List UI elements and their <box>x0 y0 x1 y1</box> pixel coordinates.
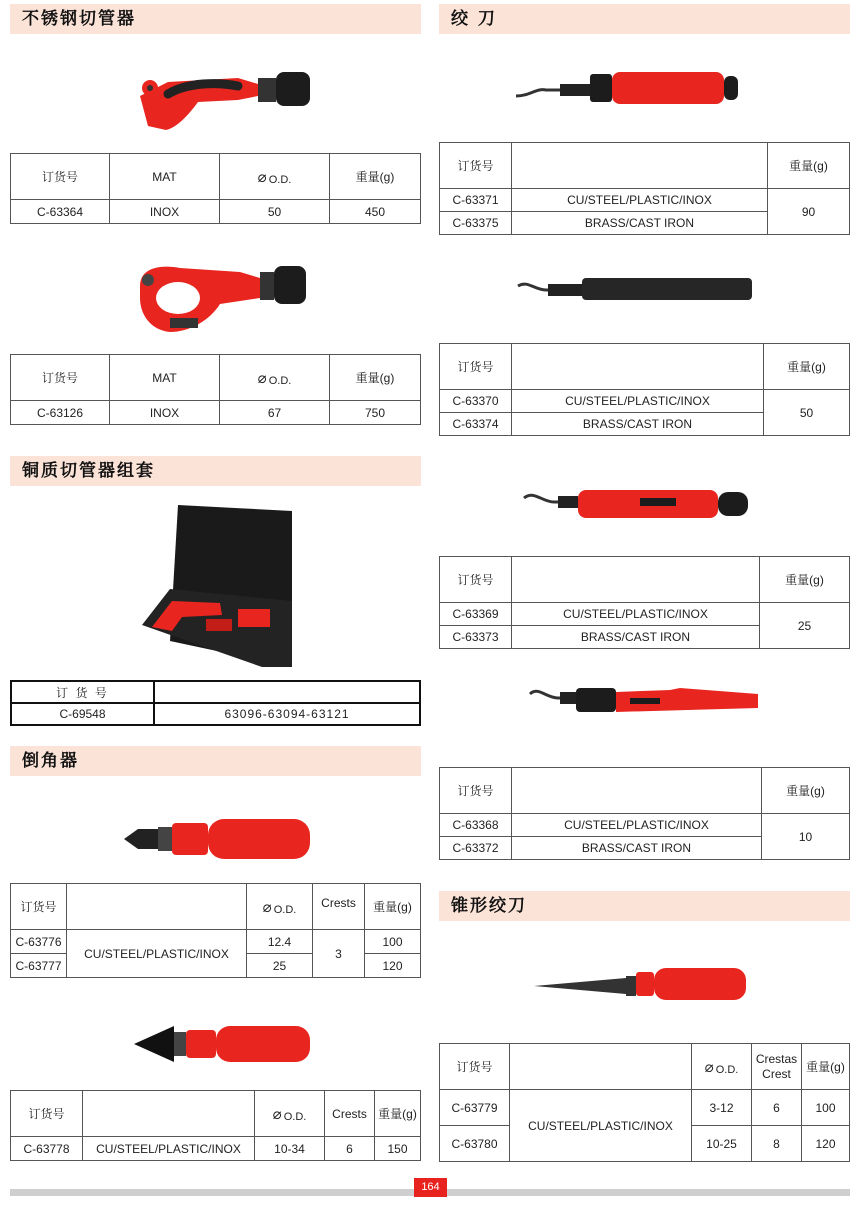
od-value: 10-25 <box>692 1126 752 1162</box>
empty-header <box>512 768 762 814</box>
tube-cutter-image <box>128 66 318 136</box>
crests-header: Crests <box>325 1091 375 1137</box>
order-header: 订货号 <box>11 884 67 930</box>
material: INOX <box>110 200 220 224</box>
tube-cutter-image <box>130 258 310 338</box>
weight-value: 120 <box>365 954 421 978</box>
reamer-table-4 <box>439 767 850 860</box>
od-header: ⌀ O.D. <box>220 355 330 401</box>
material: CU/STEEL/PLASTIC/INOX <box>512 189 768 212</box>
crests-value: 3 <box>313 930 365 978</box>
set-table <box>10 680 421 726</box>
material: CU/STEEL/PLASTIC/INOX <box>512 603 760 626</box>
od-header: ⌀ O.D. <box>247 884 313 930</box>
od-header: ⌀ O.D. <box>220 154 330 200</box>
order-code: C-63776 <box>11 930 67 954</box>
order-code: C-63780 <box>440 1126 510 1162</box>
od-icon: ⌀ <box>257 168 267 186</box>
order-code: C-63370 <box>440 390 512 413</box>
od-icon: ⌀ <box>257 369 267 387</box>
reamer-table-3 <box>439 556 850 649</box>
page-number: 164 <box>414 1178 447 1197</box>
material: CU/STEEL/PLASTIC/INOX <box>510 1090 692 1162</box>
order-code: C-63368 <box>440 814 512 837</box>
empty-header <box>512 143 768 189</box>
material: CU/STEEL/PLASTIC/INOX <box>512 814 762 837</box>
empty-header <box>512 344 764 390</box>
order-code: C-63364 <box>11 200 110 224</box>
order-header: 订货号 <box>11 1091 83 1137</box>
empty-header <box>512 557 760 603</box>
weight-header: 重量(g) <box>762 768 850 814</box>
crest-label: Crest <box>762 1066 791 1081</box>
od-value: 50 <box>220 200 330 224</box>
crests-value: 6 <box>752 1090 802 1126</box>
crestas-label: Crestas <box>755 1051 798 1066</box>
crests-value: 8 <box>752 1126 802 1162</box>
weight-value: 25 <box>760 603 850 649</box>
weight-header: 重量(g) <box>330 355 421 401</box>
deburrer-image <box>124 815 314 865</box>
od-value: 12.4 <box>247 930 313 954</box>
cutter-table-1 <box>10 153 421 224</box>
order-code: C-63374 <box>440 413 512 436</box>
crests-header: Crests <box>313 884 365 930</box>
weight-value: 120 <box>802 1126 850 1162</box>
empty-header <box>510 1044 692 1090</box>
mat-header: MAT <box>110 154 220 200</box>
od-icon: ⌀ <box>262 898 272 916</box>
cutter-set-case-image <box>142 505 294 667</box>
od-icon: ⌀ <box>272 1105 282 1123</box>
order-header: 订货号 <box>440 768 512 814</box>
material: BRASS/CAST IRON <box>512 212 768 235</box>
od-value: 10-34 <box>255 1137 325 1161</box>
reamer-table-1 <box>439 142 850 235</box>
weight-header: 重量(g) <box>760 557 850 603</box>
reamer-table-2 <box>439 343 850 436</box>
weight-header: 重量(g) <box>330 154 421 200</box>
set-contents: 63096-63094-63121 <box>154 703 420 725</box>
section-title-cone: 锥形绞刀 <box>439 891 850 921</box>
weight-header: 重量(g) <box>768 143 850 189</box>
weight-value: 50 <box>764 390 850 436</box>
order-code: C-63371 <box>440 189 512 212</box>
section-title-set: 铜质切管器组套 <box>10 456 421 486</box>
od-value: 67 <box>220 401 330 425</box>
order-code: C-63369 <box>440 603 512 626</box>
order-code: C-63126 <box>11 401 110 425</box>
empty-header <box>83 1091 255 1137</box>
mat-header: MAT <box>110 355 220 401</box>
order-header: 订货号 <box>440 344 512 390</box>
material: CU/STEEL/PLASTIC/INOX <box>67 930 247 978</box>
weight-value: 150 <box>375 1137 421 1161</box>
cone-table <box>439 1043 850 1162</box>
order-header: 订货号 <box>440 1044 510 1090</box>
cutter-table-2 <box>10 354 421 425</box>
weight-value: 450 <box>330 200 421 224</box>
od-value: 3-12 <box>692 1090 752 1126</box>
weight-value: 90 <box>768 189 850 235</box>
od-value: 25 <box>247 954 313 978</box>
weight-header: 重量(g) <box>802 1044 850 1090</box>
weight-value: 100 <box>802 1090 850 1126</box>
weight-value: 10 <box>762 814 850 860</box>
chamfer-table-1 <box>10 883 421 978</box>
weight-value: 750 <box>330 401 421 425</box>
deburrer-image <box>134 1022 314 1066</box>
order-header: 订货号 <box>11 355 110 401</box>
weight-header: 重量(g) <box>764 344 850 390</box>
order-code: C-63372 <box>440 837 512 860</box>
material: BRASS/CAST IRON <box>512 626 760 649</box>
reamer-image <box>530 684 760 716</box>
order-header: 订货号 <box>440 557 512 603</box>
material: INOX <box>110 401 220 425</box>
cone-reamer-image <box>534 966 748 1002</box>
od-icon: ⌀ <box>704 1058 714 1076</box>
weight-header: 重量(g) <box>375 1091 421 1137</box>
material: BRASS/CAST IRON <box>512 413 764 436</box>
order-code: C-63373 <box>440 626 512 649</box>
section-title-chamfer: 倒角器 <box>10 746 421 776</box>
order-header: 订货号 <box>440 143 512 189</box>
material: BRASS/CAST IRON <box>512 837 762 860</box>
reamer-image <box>518 276 754 302</box>
order-code: C-63779 <box>440 1090 510 1126</box>
crests-value: 6 <box>325 1137 375 1161</box>
weight-header: 重量(g) <box>365 884 421 930</box>
weight-value: 100 <box>365 930 421 954</box>
order-header: 订 货 号 <box>11 681 154 703</box>
od-header: ⌀ O.D. <box>692 1044 752 1090</box>
material: CU/STEEL/PLASTIC/INOX <box>83 1137 255 1161</box>
order-code: C-63777 <box>11 954 67 978</box>
reamer-image <box>524 486 750 522</box>
material: CU/STEEL/PLASTIC/INOX <box>512 390 764 413</box>
reamer-image <box>516 70 738 106</box>
chamfer-table-2 <box>10 1090 421 1161</box>
section-title-reamer: 绞 刀 <box>439 4 850 34</box>
crests-header <box>752 1044 802 1090</box>
section-title-cutter: 不锈钢切管器 <box>10 4 421 34</box>
od-header: ⌀ O.D. <box>255 1091 325 1137</box>
empty-header <box>154 681 420 703</box>
order-code: C-63375 <box>440 212 512 235</box>
order-code: C-69548 <box>11 703 154 725</box>
empty-header <box>67 884 247 930</box>
order-code: C-63778 <box>11 1137 83 1161</box>
order-header: 订货号 <box>11 154 110 200</box>
